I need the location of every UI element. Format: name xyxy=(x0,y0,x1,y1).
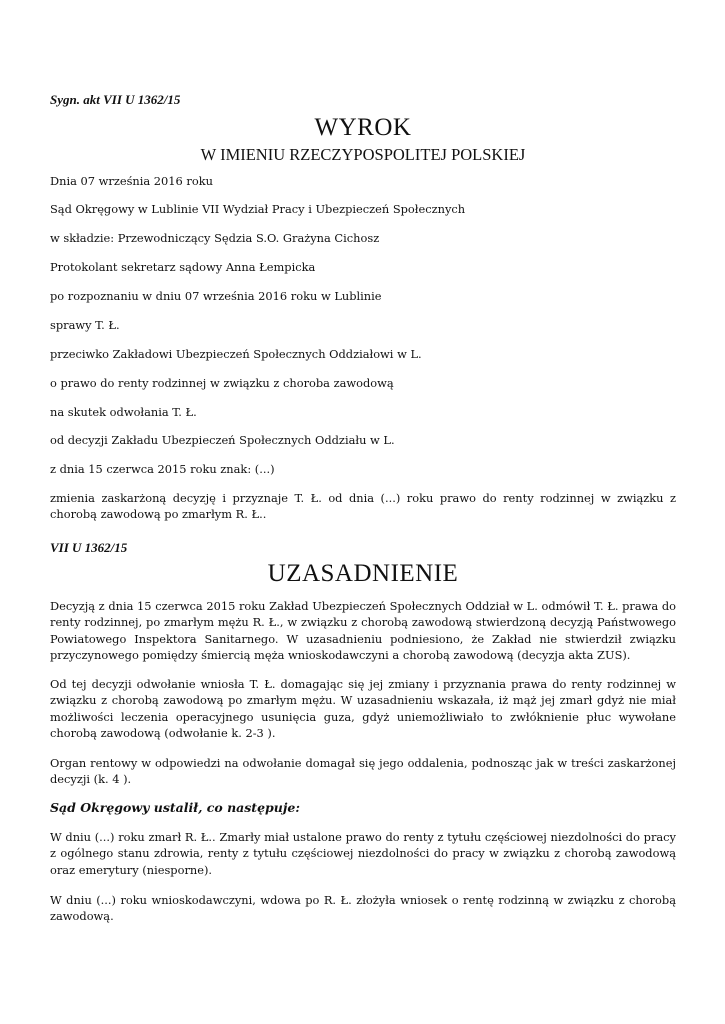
case-against: przeciwko Zakładowi Ubezpieczeń Społecznych Oddziałowi w L. xyxy=(50,347,422,361)
case-decision-source: od decyzji Zakładu Ubezpieczeń Społecznych Oddziału w L. xyxy=(50,433,395,447)
court-clerk: Protokolant sekretarz sądowy Anna Łempicka xyxy=(50,260,316,274)
court-composition: w składzie: Przewodniczący Sędzia S.O. Grażyna Cichosz xyxy=(50,231,380,245)
case-party: sprawy T. Ł. xyxy=(50,318,120,332)
findings-paragraph: W dniu (...) roku wnioskodawczyni, wdowa po R. Ł. złożyła wniosek o rentę rodzinną w związku z chorobą zawodową. xyxy=(50,893,676,924)
reasoning-paragraph: Od tej decyzji odwołanie wniosła T. Ł. domagając się jej zmiany i przyznania prawa do renty rodzinnej w związku z chorobą zawodową po zmarłym mężu. W uzasadnieniu wskazała, iż mąż jej zmarł gdyż nie miał możliwości leczenia operacyjnego usunięcia guza, gdyż uniemożliwiało to zwłóknienie płuc wywołane chorobą zawodową (odwołanie k. 2-3 ). xyxy=(50,677,676,741)
case-decision-date: z dnia 15 czerwca 2015 roku znak: (...) xyxy=(50,462,275,476)
findings-paragraph: W dniu (...) roku zmarł R. Ł.. Zmarły miał ustalone prawo do renty z tytułu częściowej niezdolności do pracy z ogólnego stanu zdrowia, renty z tytułu częściowej niezdolności do pracy w związku z chorobą zawodową oraz emerytury (niesporne). xyxy=(50,830,676,877)
case-appeal: na skutek odwołania T. Ł. xyxy=(50,405,197,419)
reasoning-title: UZASADNIENIE xyxy=(267,560,459,587)
hearing-date: po rozpoznaniu w dniu 07 września 2016 roku w Lublinie xyxy=(50,289,382,303)
court-name: Sąd Okręgowy w Lublinie VII Wydział Pracy i Ubezpieczeń Społecznych xyxy=(50,202,466,216)
reasoning-paragraph: Decyzją z dnia 15 czerwca 2015 roku Zakład Ubezpieczeń Społecznych Oddział w L. odmówił T. Ł. prawa do renty rodzinnej, po zmarłym mężu R. Ł., w związku z chorobą zawodową stwierdzoną decyzją Państwowego Powiatowego Inspektora Sanitarnego. W uzasadnieniu podniesiono, że Zakład nie stwierdził związku przyczynowego pomiędzy śmiercią męża wnioskodawczyni a chorobą zawodową (decyzja akta ZUS). xyxy=(50,599,676,663)
judgment-date: Dnia 07 września 2016 roku xyxy=(50,174,213,188)
judgment-title: WYROK xyxy=(314,114,412,141)
reasoning-paragraph: Organ rentowy w odpowiedzi na odwołanie domagał się jego oddalenia, podnosząc jak w treści zaskarżonej decyzji (k. 4 ). xyxy=(50,756,676,787)
reasoning-signature: VII U 1362/15 xyxy=(50,540,128,555)
judgment-subtitle: W IMIENIU RZECZYPOSPOLITEJ POLSKIEJ xyxy=(200,145,526,164)
judgment-ruling: zmienia zaskarżoną decyzję i przyznaje T. Ł. od dnia (...) roku prawo do renty rodzinnej w związku z chorobą zawodową po zmarłym R. Ł.. xyxy=(50,491,676,521)
findings-heading: Sąd Okręgowy ustalił, co następuje: xyxy=(50,800,300,815)
case-signature: Sygn. akt VII U 1362/15 xyxy=(50,92,181,107)
case-subject: o prawo do renty rodzinnej w związku z choroba zawodową xyxy=(50,376,394,390)
